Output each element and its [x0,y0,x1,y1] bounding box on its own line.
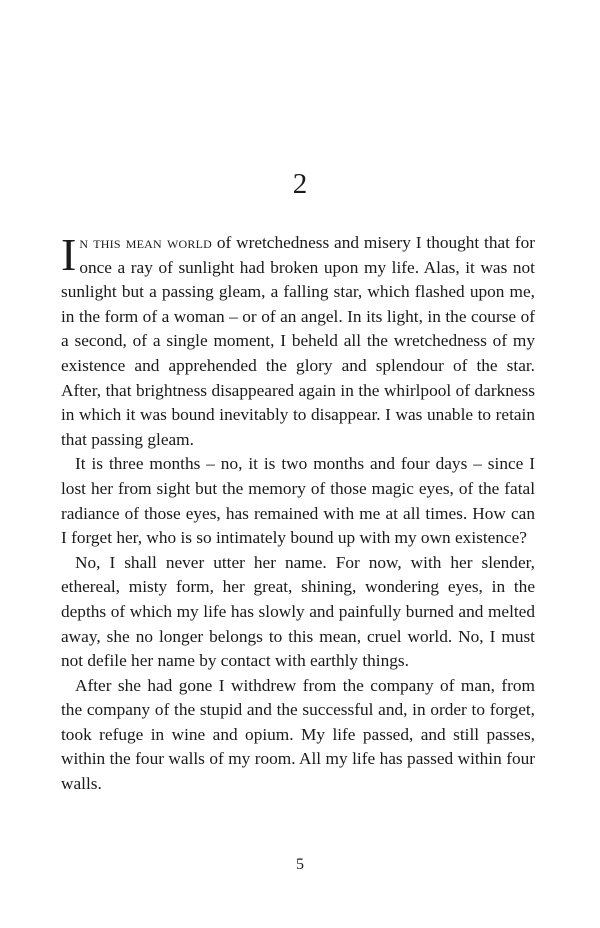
chapter-number: 2 [292,168,308,200]
paragraph-4: After she had gone I withdrew from the company of man, from the company of the stupid and the successful and, in order to forget, took refuge in wine and opium. My life passed, and still passes, within the four walls of my room. All my life has passed within four walls. [61,675,535,794]
paragraph-2: It is three months – no, it is two months and four days – since I lost her from sight but the memory of those magic eyes, of the fatal radiance of those eyes, has remained with me at all times. How can I forget her, who is so intimately bound up with my own existence? [61,454,535,548]
chapter-body [61,231,535,797]
drop-cap: I [61,229,77,280]
paragraph-1 [61,231,535,452]
paragraph-3: No, I shall never utter her name. For now, with her slender, ethereal, misty form, her great, shining, wondering eyes, in the depths of which my life has slowly and painfully burned and melted away, she no longer belongs to this mean, cruel world. No, I must not defile her name by contact with earthly things. [61,552,535,671]
paragraph-1-text: of wretchedness and misery I thought that for once a ray of sunlight had broken upon my life. Alas, it was not sunlight but a passing gleam, a falling star, which flashed upon me, in the form of a woman – or of an angel. In its light, in the course of a second, of a single moment, I beheld all the wretchedness of my existence and apprehended the glory and splendour of the star. After, that brightness disappeared again in the whirlpool of darkness in which it was bound inevitably to disappear. I was unable to retain that passing gleam. [61,233,535,449]
opening-small-caps: n this mean world [79,233,212,252]
page-number: 5 [296,856,304,873]
